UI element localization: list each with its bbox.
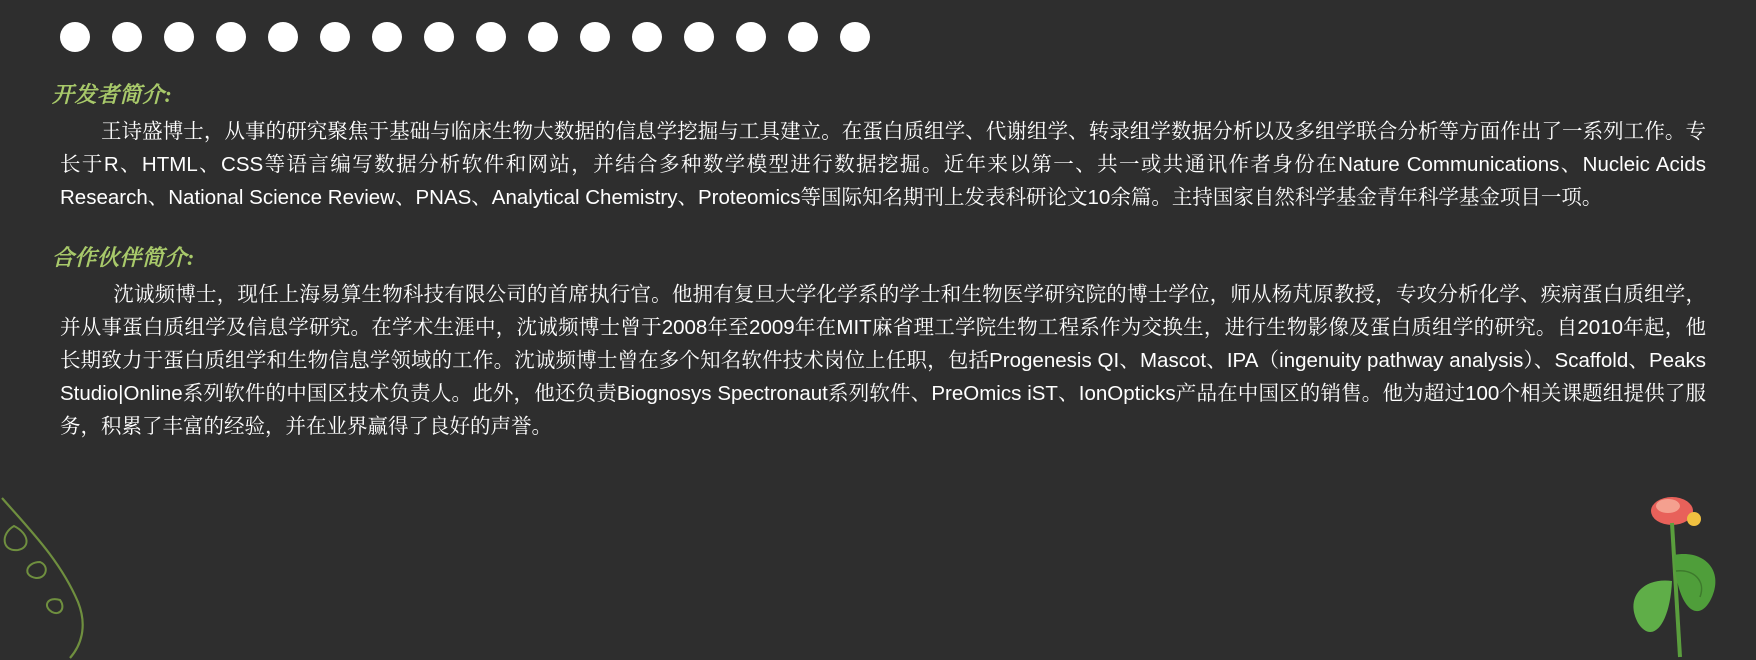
partner-section-paragraph: 沈诚频博士，现任上海易算生物科技有限公司的首席执行官。他拥有复旦大学化学系的学士和生物医学研究院的博士学位，师从杨芃原教授，专攻分析化学、疾病蛋白质组学，并从事蛋白质组学及信息学研究。在学术生涯中，沈诚频博士曾于2008年至2009年在MIT麻省理工学院生物工程系作为交换生，进行生物影像及蛋白质组学的研究。自2010年起，他长期致力于蛋白质组学和生物信息学领域的工作。沈诚频博士曾在多个知名软件技术岗位上任职，包括Progenesis QI、Mascot、IPA（ingenuity pathway analysis）、Scaffold、Peaks Studio|Online系列软件的中国区技术负责人。此外，他还负责Biognosys Spectronaut系列软件、PreOmics iST、IonOpticks产品在中国区的销售。他为超过100个相关课题组提供了服务，积累了丰富的经验，并在业界赢得了良好的声誉。 (60, 282, 1706, 439)
dot-icon (736, 22, 766, 52)
developer-section-title: 开发者简介: (52, 82, 173, 107)
dot-icon (632, 22, 662, 52)
dot-icon (268, 22, 298, 52)
slide-content (52, 78, 1716, 444)
dot-icon (216, 22, 246, 52)
dot-icon (320, 22, 350, 52)
dot-icon (580, 22, 610, 52)
partner-section-title: 合作伙伴简介: (52, 244, 195, 270)
dot-icon (112, 22, 142, 52)
flower-decoration-icon (1606, 485, 1746, 660)
dot-icon (164, 22, 194, 52)
developer-section (52, 78, 1716, 215)
dot-icon (528, 22, 558, 52)
dot-icon (424, 22, 454, 52)
developer-section-paragraph: 王诗盛博士，从事的研究聚焦于基础与临床生物大数据的信息学挖掘与工具建立。在蛋白质组学、代谢组学、转录组学数据分析以及多组学联合分析等方面作出了一系列工作。专长于R、HTML、CSS等语言编写数据分析软件和网站，并结合多种数学模型进行数据挖掘。近年来以第一、共一或共通讯作者身份在Nature Communications、Nucleic Acids Research、National Science Review、PNAS、Analytical Chemistry、Proteomics等国际知名期刊上发表科研论文10余篇。主持国家自然科学基金青年科学基金项目一项。 (60, 120, 1706, 210)
partner-section (52, 241, 1716, 444)
dot-icon (840, 22, 870, 52)
dot-icon (476, 22, 506, 52)
vine-decoration-icon (0, 490, 140, 660)
dot-icon (788, 22, 818, 52)
dot-icon (372, 22, 402, 52)
dot-icon (684, 22, 714, 52)
dot-icon (60, 22, 90, 52)
decorative-dots-row (60, 22, 870, 52)
